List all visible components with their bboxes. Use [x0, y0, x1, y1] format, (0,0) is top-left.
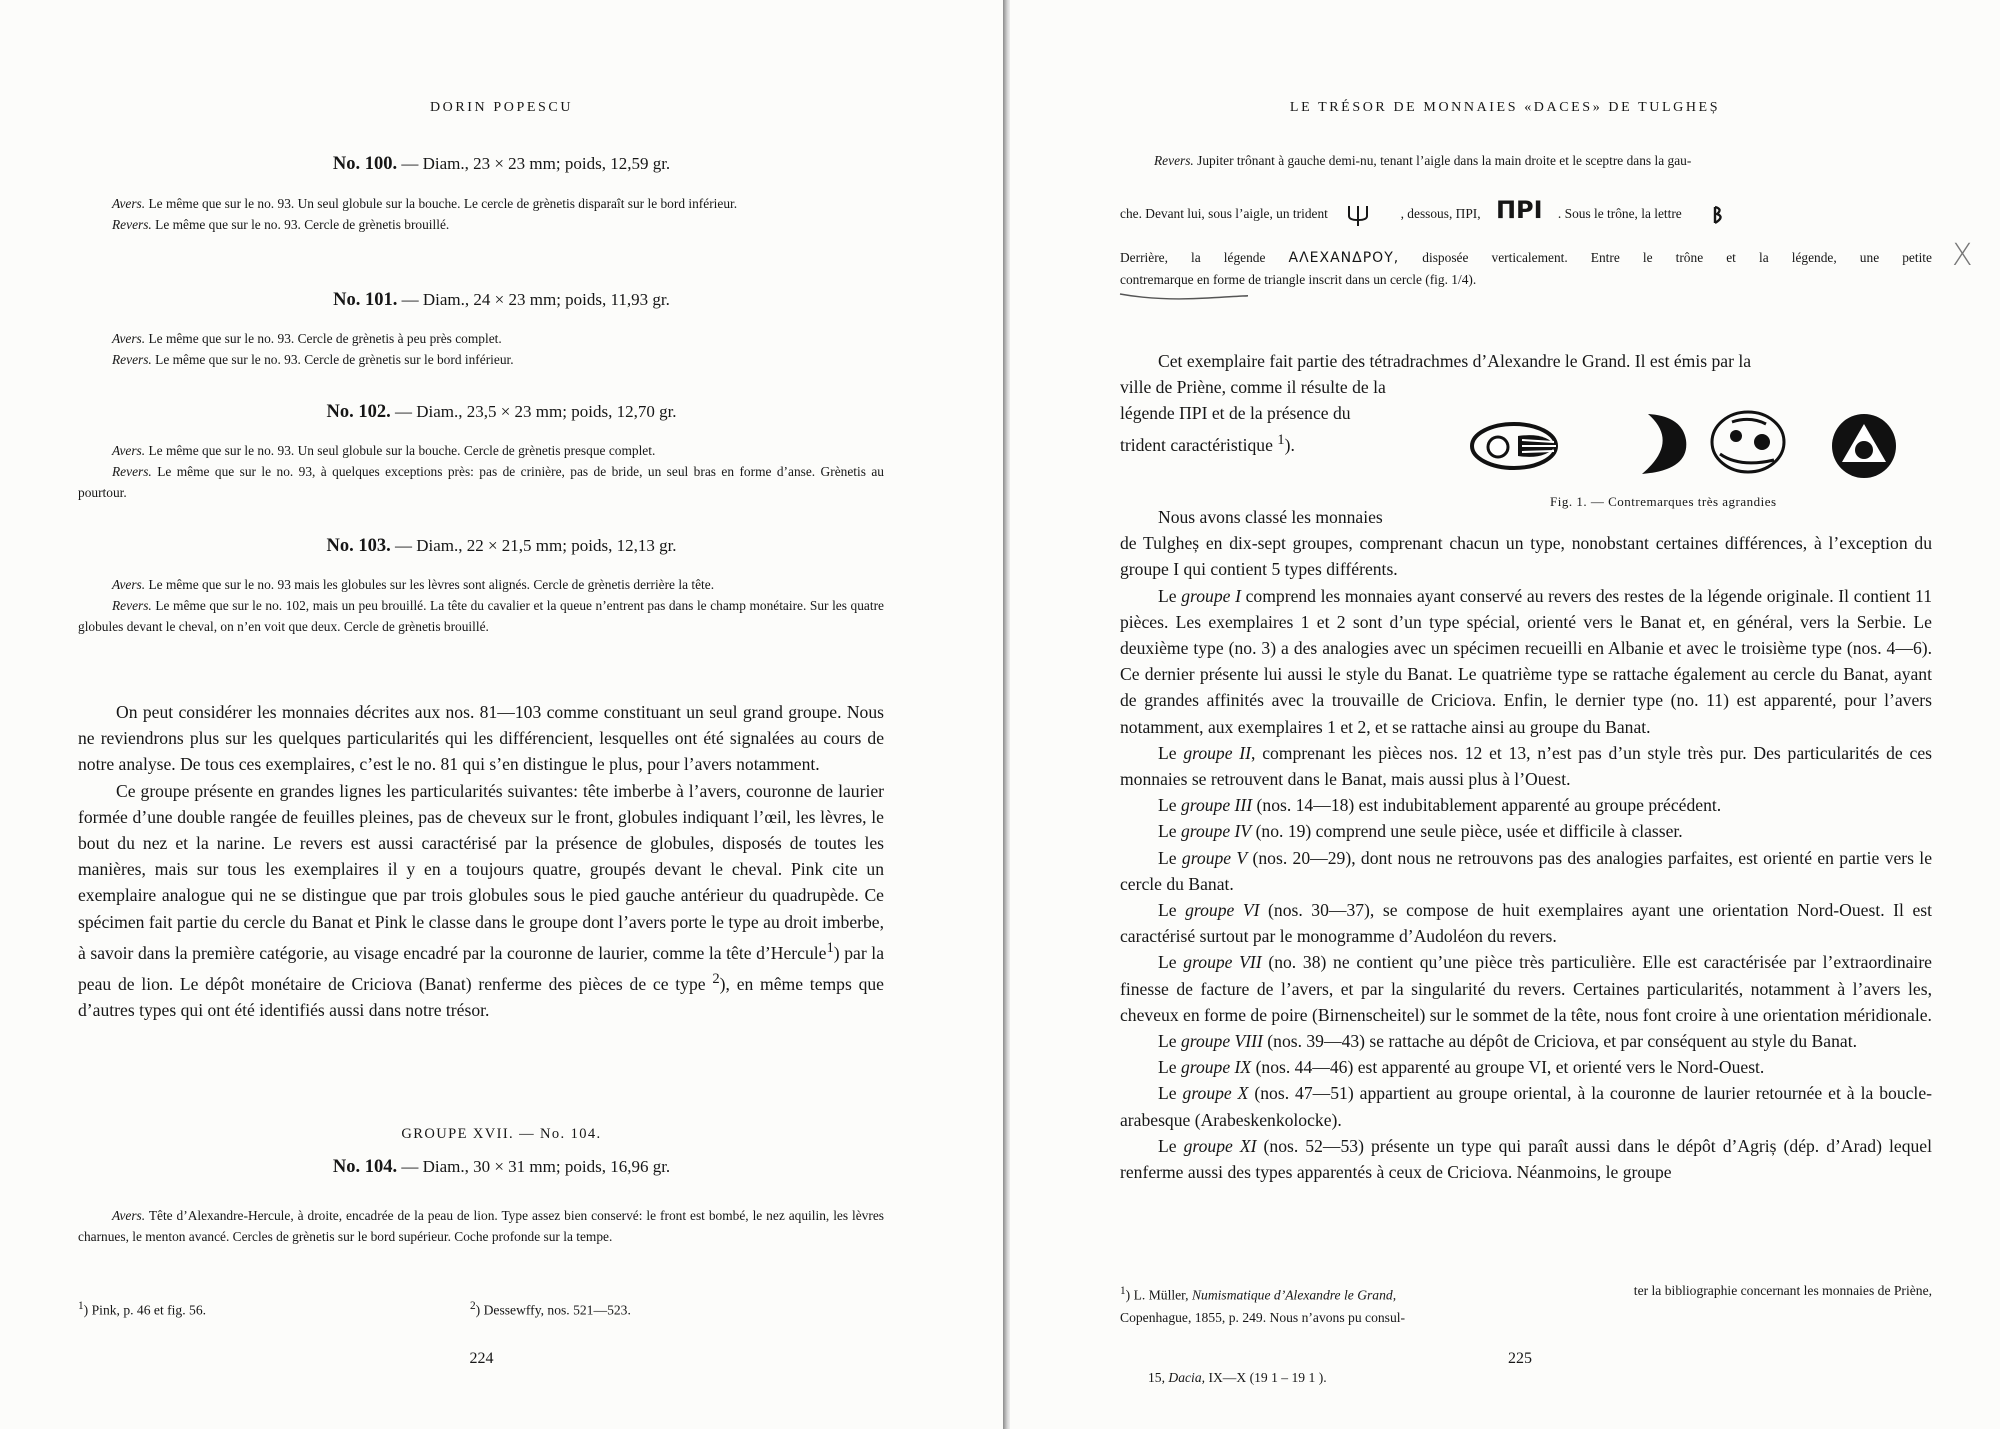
figure-countermarks — [1470, 402, 1930, 482]
trident-icon — [1341, 202, 1375, 228]
group-paragraph: Le groupe VII (no. 38) ne contient qu’une pièce très particulière. Elle est caractérisée par l’extraordinaire finesse de facture de l’avers, et par la singularité du revers. Certaines particularités, notamment à l’avers les, cheveux en forme de poire (Birnenscheitel) sur le sommet de la tête, nous font croire à une orientation méridionale. — [1120, 952, 1932, 1025]
revers-label: Revers. — [1154, 153, 1194, 168]
book-gutter — [1003, 0, 1010, 1429]
revers-label: Revers. — [112, 598, 152, 613]
entry-number: No. 103. — [326, 536, 391, 556]
entry-number: No. 104. — [332, 1157, 398, 1177]
paragraph: On peut considérer les monnaies décrites aux nos. 81—103 comme constituant un seul grand groupe. Nous ne reviendrons plus sur les quelques particularités qui les différencient, lesquelles ont été signalées au cours de notre analyse. De tous ces exemplaires, c’est le no. 81 qui s’en distingue le plus, pour l’avers notamment. — [78, 702, 884, 775]
group-label: groupe V — [1181, 847, 1248, 868]
avers-label: Avers. — [112, 196, 146, 211]
entry-100-description — [78, 193, 884, 235]
right-page — [1010, 0, 2000, 1429]
footnote-ref: 1 — [826, 939, 834, 956]
group-paragraph: Le groupe IV (no. 19) comprend une seule pièce, usée et difficile à classer. — [1158, 821, 1683, 842]
avers-label: Avers. — [112, 1208, 146, 1223]
signature-line: 15, Dacia, IX—X (19 1 – 19 1 ). — [1148, 1370, 1327, 1385]
paragraph: de Tulgheș en dix-sept groupes, comprenant chacun un type, nonobstant certaines différences, à l’exception du groupe I qui contient 5 types différents. — [1120, 533, 1932, 580]
revers-text: Le même que sur le no. 93. Cercle de grènetis brouillé. — [155, 217, 450, 232]
revers-description: Revers. Jupiter trônant à gauche demi-nu, tenant l’aigle dans la main droite et le sceptre dans la gau- — [1154, 153, 1692, 168]
countermark-1-icon — [1472, 424, 1556, 468]
group-label: groupe II — [1183, 742, 1252, 763]
entry-103-description — [78, 574, 884, 637]
group-label: groupe IV — [1180, 821, 1252, 842]
crescent-icon — [1642, 414, 1686, 474]
revers-line-4: contremarque en forme de triangle inscrit dans un cercle (fig. 1/4). — [1120, 272, 1477, 287]
paragraph: Ce groupe présente en grandes lignes les particularités suivantes: tête imberbe à l’avers, couronne de laurier formée d’une double rangée de feuilles pleines, pas de cheveux sur le front, globules indiquant l’œil, les lèvres, le bout du nez et la narine. Le revers est aussi caractérisé par la présence de globules, disposés de toutes les manières, mais sur tous les exemplaires il y en a toujours quatre, groupés devant le cheval. Pink cite un exemplaire analogue qui ne se distingue que par trois globules sous le pied gauche antérieur du quadrupède. Ce spécimen fait partie du cercle du Banat et Pink le classe dans le groupe dont l’avers porte le type au droit imberbe, à savoir dans la première catégorie, au visage encadré par la couronne de laurier, comme la tête d’Hercule$^1$) par la peau de lion. Le dépôt monétaire de Criciova (Banat) renferme des pièces de ce type $^2$), en même temps que d’autres types qui ont été identifiés aussi dans notre trésor. — [78, 780, 884, 1020]
group-paragraph: Le groupe XI (nos. 52—53) présente un type qui paraît aussi dans le dépôt d’Agriș (dép. d’Arad) lequel renferme aussi des types apparentés à ceux de Criciova. Néanmoins, le groupe — [1120, 1135, 1932, 1183]
entry-102-heading — [0, 402, 1003, 423]
avers-text: Le même que sur le no. 93. Un seul globule sur la bouche. Le cercle de grènetis disparaît sur le bord inférieur. — [148, 196, 738, 211]
entry-measurements: — Diam., 24 × 23 mm; poids, 11,93 gr. — [401, 290, 670, 309]
revers-text: Le même que sur le no. 102, mais un peu brouillé. La tête du cavalier et la queue n’entrent pas dans le champ monétaire. Sur les quatre globules devant le cheval, on n’en voit que deux. Cercle de grènetis brouillé. — [78, 598, 884, 634]
group-paragraph: Le groupe VIII (nos. 39—43) se rattache au dépôt de Criciova, et par conséquent au style du Banat. — [1158, 1031, 1857, 1052]
group-heading: GROUPE XVII. — No. 104. — [401, 1126, 602, 1142]
pri-monogram: ΠΡΙ — [1495, 196, 1543, 224]
group-paragraph: Le groupe VI (nos. 30—37), se compose de huit exemplaires ayant une orientation Nord-Ouest. Il est caractérisé surtout par le monogramme d’Audoléon du revers. — [1120, 900, 1933, 947]
group-label: groupe X — [1182, 1083, 1249, 1104]
intro-paragraph: Cet exemplaire fait partie des tétradrachmes d’Alexandre le Grand. Il est émis par la ville de Priène, comme il résulte de la légende ΠΡΙ et de la présence du trident caractéristique $^1$). — [1120, 351, 1752, 455]
avers-label: Avers. — [112, 331, 146, 346]
entry-number: No. 102. — [326, 402, 391, 422]
revers-text: Le même que sur le no. 93. Cercle de grènetis sur le bord inférieur. — [155, 352, 514, 367]
avers-text: Le même que sur le no. 93. Cercle de grènetis à peu près complet. — [148, 331, 502, 346]
triangle-in-circle-icon — [1832, 414, 1896, 478]
revers-label: Revers. — [112, 352, 152, 367]
entry-measurements: — Diam., 30 × 31 mm; poids, 16,96 gr. — [401, 1157, 671, 1176]
footnote-ref: 2 — [712, 970, 720, 987]
avers-text: Tête d’Alexandre-Hercule, à droite, encadrée de la peau de lion. Type assez bien conservé: le front est bombé, le nez aquilin, les lèvres charnues, le menton avancé. Cercles de grènetis sur le bord supérieur. Coche profonde sur la tempe. — [78, 1208, 884, 1244]
pencil-underline — [1118, 290, 1248, 302]
revers-line-2: che. Devant lui, sous l’aigle, un trident , dessous, ΠΡΙ, ΠΡΙ . Sous le trône, la lettre — [1120, 200, 1932, 228]
group-label: groupe VIII — [1180, 1031, 1263, 1052]
page-number: 225 — [1508, 1350, 1532, 1367]
entry-measurements: — Diam., 23,5 × 23 mm; poids, 12,70 gr. — [394, 402, 677, 421]
revers-label: Revers. — [112, 217, 152, 232]
footnote-2: $^2$) Dessewffy, nos. 521—523. — [470, 1300, 631, 1318]
pencil-margin-mark: X — [1952, 238, 1973, 273]
running-header: LE TRÉSOR DE MONNAIES «DACES» DE TULGHEȘ — [1289, 100, 1721, 115]
group-paragraph: Le groupe V (nos. 20—29), dont nous ne retrouvons pas des analogies parfaites, est orienté en partie vers le cercle du Banat. — [1120, 847, 1933, 894]
group-paragraph: Le groupe X (nos. 47—51) appartient au groupe oriental, à la couronne de laurier retournée et à la boucle-arabesque (Arabeskenkolocke). — [1120, 1083, 1932, 1130]
figure-caption: Fig. 1. — Contremarques très agrandies — [1550, 494, 1777, 509]
avers-text: Le même que sur le no. 93 mais les globules sur les lèvres sont alignés. Cercle de grènetis derrière la tête. — [148, 577, 715, 592]
group-label: groupe I — [1181, 585, 1241, 606]
page-number: 224 — [469, 1350, 494, 1367]
group-label: groupe XI — [1183, 1135, 1257, 1156]
avers-text: Le même que sur le no. 93. Un seul globule sur la bouche. Cercle de grènetis presque complet. — [148, 443, 656, 458]
entry-103-heading — [0, 536, 1003, 557]
group-paragraph: Le groupe III (nos. 14—18) est indubitablement apparenté au groupe précédent. — [1158, 795, 1722, 816]
footnote-1: $^1$) L. Müller, Numismatique d’Alexandre le Grand, ter la bibliographie concernant les monnaies de Priène, Copenhague, 1855, p. 249. Nous n’avons pu consul- — [1120, 1283, 1932, 1325]
paragraph: Nous avons classé les monnaies — [1158, 507, 1383, 527]
greek-legend: ΑΛΕΧΑΝΔΡΟΥ, — [1288, 250, 1400, 266]
countermark-figure — [1470, 402, 1930, 482]
entry-101-description — [78, 328, 884, 370]
avers-label: Avers. — [112, 443, 146, 458]
group-label: groupe VII — [1183, 952, 1262, 973]
group-paragraph: Le groupe IX (nos. 44—46) est apparenté au groupe VI, et orienté vers le Nord-Ouest. — [1158, 1057, 1765, 1078]
group-paragraph: Le groupe II, comprenant les pièces nos. 12 et 13, n’est pas d’un style très pur. Des particularités de ces monnaies se retrouvent dans le Banat, mais aussi plus à l’Ouest. — [1120, 742, 1932, 790]
footnote-1: $^1$) Pink, p. 46 et fig. 56. — [78, 1300, 207, 1318]
entry-measurements: — Diam., 22 × 21,5 mm; poids, 12,13 gr. — [394, 536, 677, 555]
entry-102-description — [78, 440, 884, 503]
groups-list — [1120, 583, 1932, 1186]
group-label: groupe III — [1180, 795, 1253, 816]
entry-measurements: — Diam., 23 × 23 mm; poids, 12,59 gr. — [401, 154, 671, 173]
entry-100-heading — [0, 154, 1003, 175]
group-label: groupe VI — [1185, 900, 1260, 921]
group-label: groupe IX — [1180, 1057, 1252, 1078]
entry-101-heading — [0, 290, 1003, 311]
entry-number: No. 101. — [333, 290, 398, 310]
groups-section — [1120, 504, 1932, 1185]
revers-line-3: Derrière, la légende ΑΛΕΧΑΝΔΡΟΥ, disposée verticalement. Entre le trône et la légende, une petite contremarque en forme de triangle inscrit dans un cercle (fig. 1/4). — [1120, 247, 1932, 290]
avers-label: Avers. — [112, 577, 146, 592]
group-paragraph: Le groupe I comprend les monnaies ayant conservé au revers des restes de la légende originale. Il contient 11 pièces. Les exemplaires 1 et 2 sont d’un type spécial, orienté vers le Banat et, en général, vers la Serbie. Le deuxième type (no. 3) a des analogies avec un spécimen recueilli en Albanie et avec le troisième type (nos. 4—6). Ce dernier présente lui aussi le style du Banat. Le quatrième type se rattache également au cercle du Banat, ayant de grandes affinités avec la trouvaille de Criciova. Enfin, le dernier type (no. 11) est apparenté, pour l’avers notamment, aux exemplaires 1 et 2, et se rattache ainsi au groupe du Banat. — [1120, 585, 1932, 737]
letter-mark-icon — [1707, 203, 1737, 227]
entry-104-heading — [0, 1157, 1003, 1178]
left-body-text — [78, 699, 884, 1023]
revers-text: Le même que sur le no. 93, à quelques exceptions près: pas de crinière, pas de bride, un seul bras en forme d’anse. Grènetis au pourtour. — [78, 464, 884, 500]
running-header: DORIN POPESCU — [429, 100, 574, 115]
entry-104-description — [78, 1205, 884, 1247]
countermark-head-icon — [1712, 412, 1784, 472]
revers-label: Revers. — [112, 464, 152, 479]
entry-number: No. 100. — [332, 154, 398, 174]
